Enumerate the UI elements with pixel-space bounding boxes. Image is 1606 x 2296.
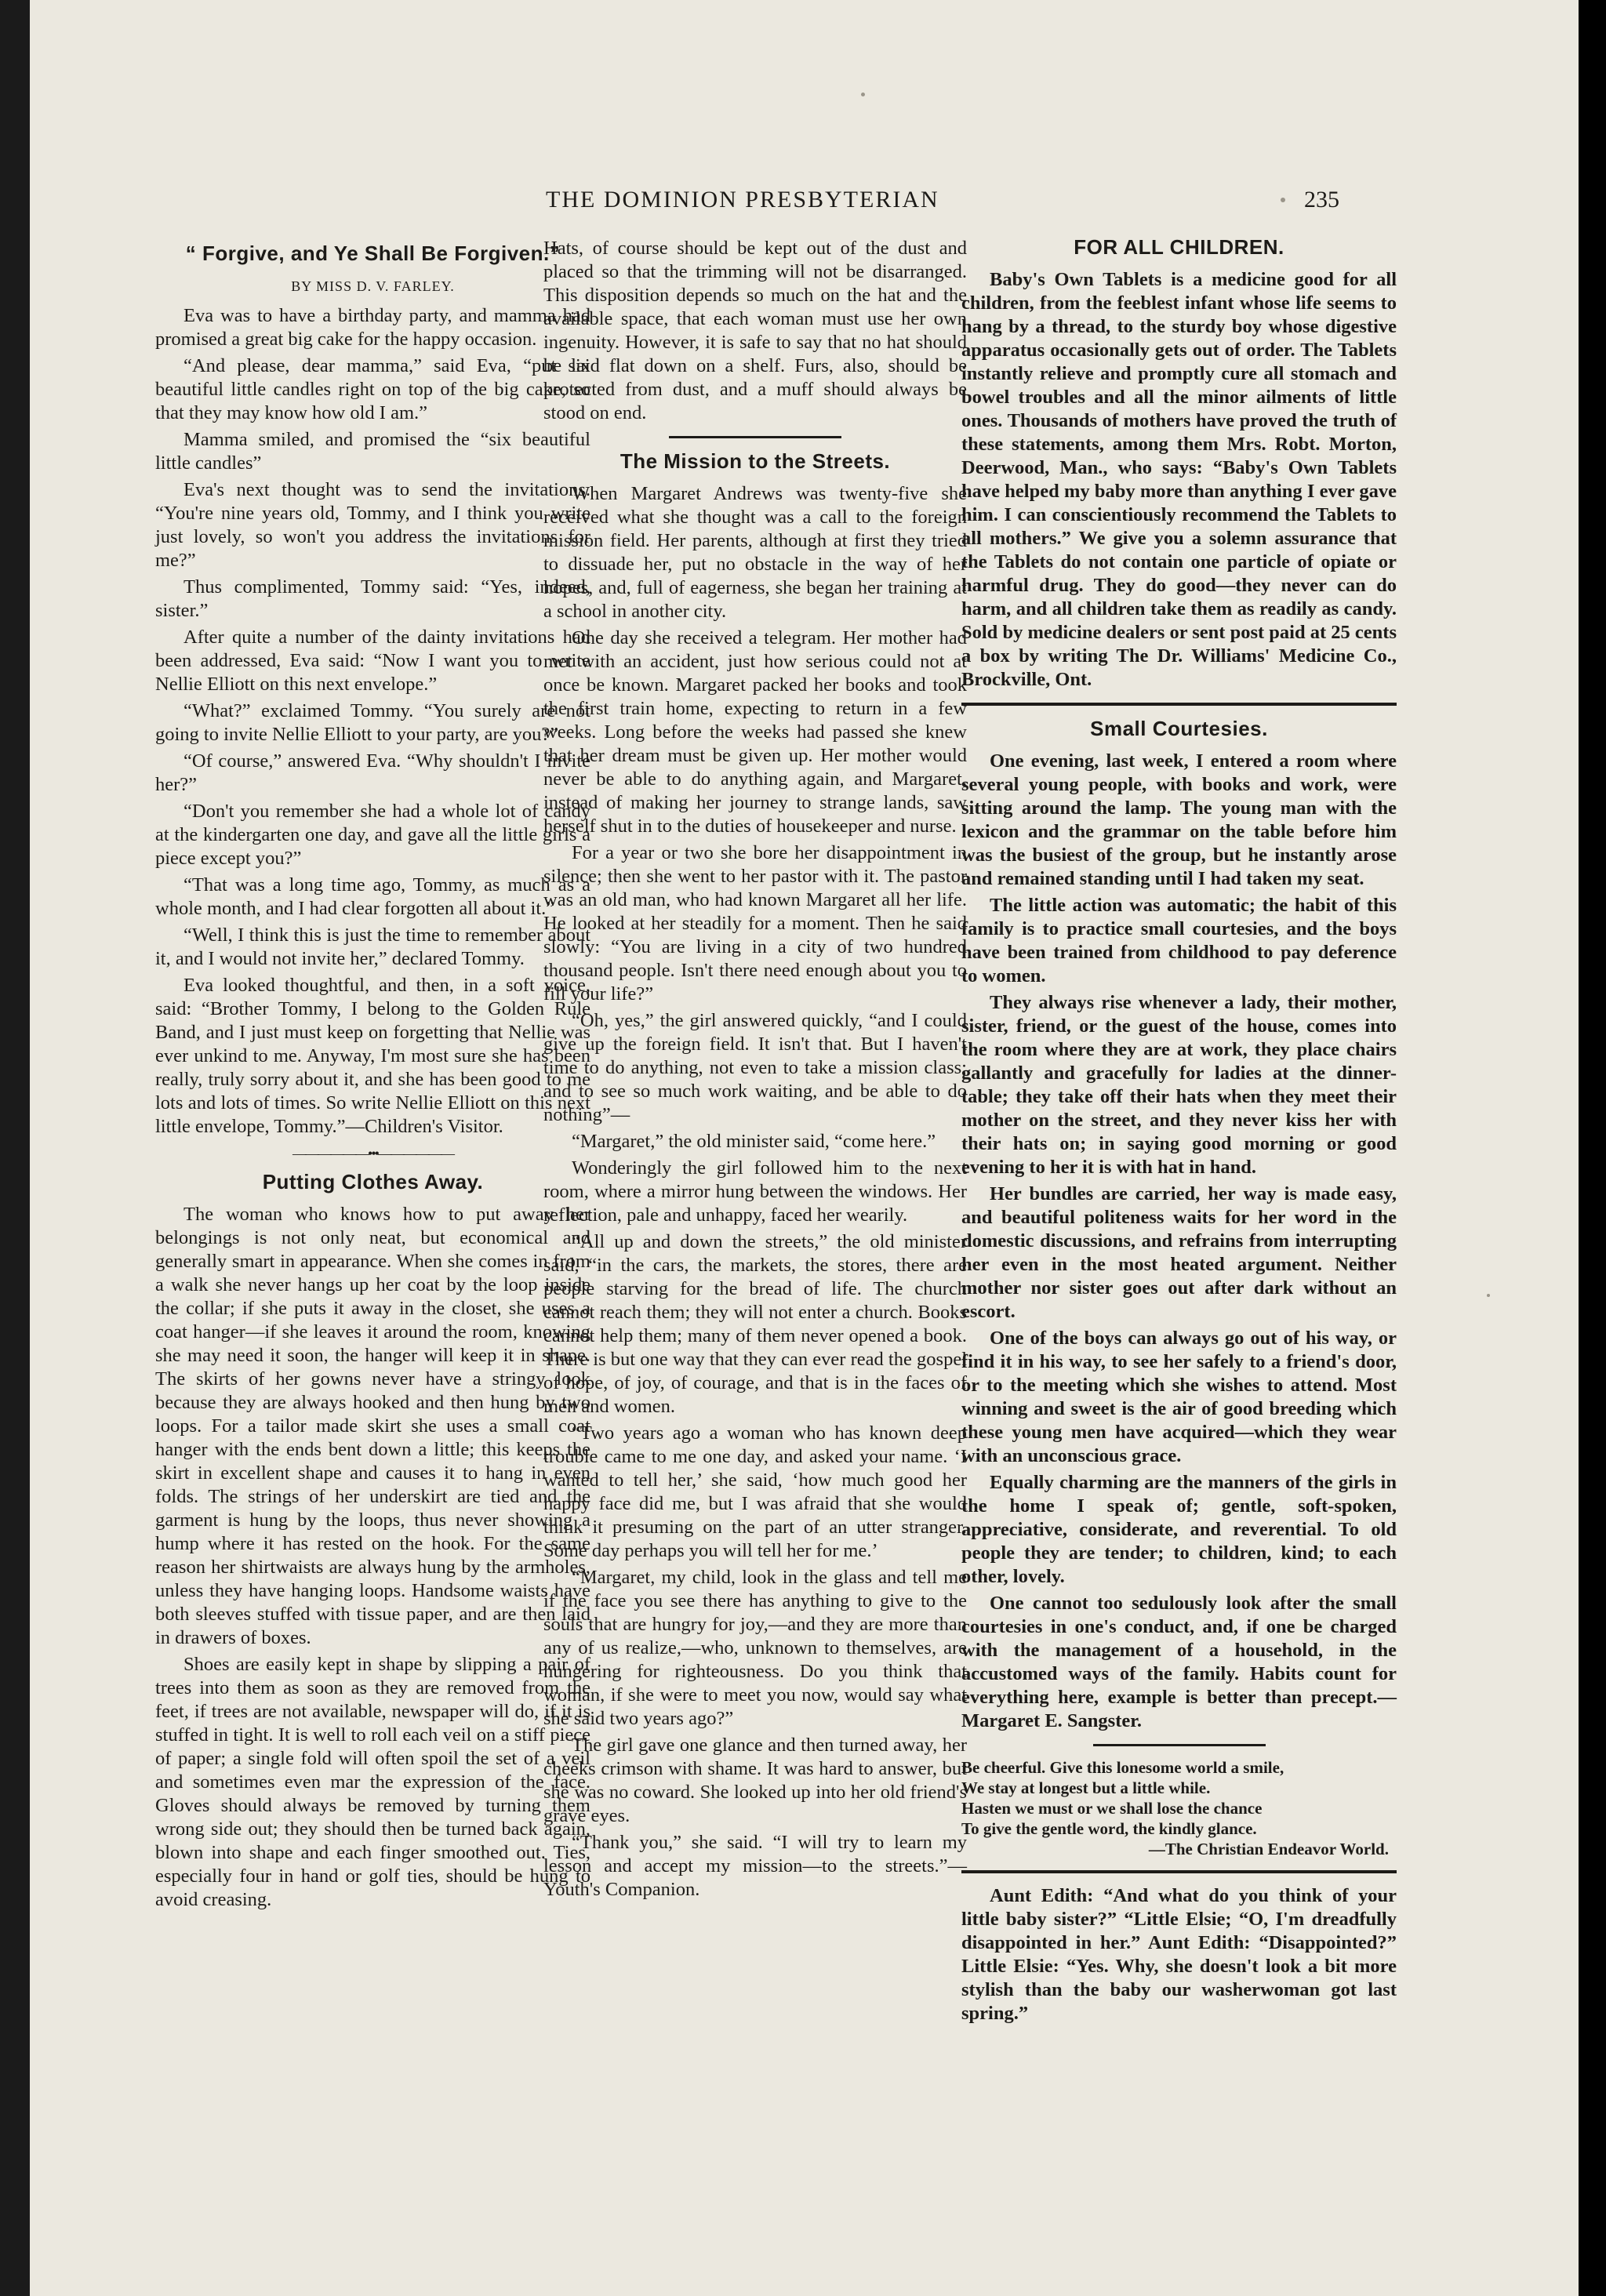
paragraph: “What?” exclaimed Tommy. “You surely are not going to invite Nellie Elliott to your party, are you?” bbox=[155, 700, 590, 745]
paragraph: Hats, of course should be kept out of the dust and placed so that the trimming will not be disarranged. This disposition depends so much on the hat and the available space, that each woman must use her own ingenuity. However, it is safe to say that no hat should be laid flat down on a shelf. Furs, also, should be protected from dust, and a muff should always be stood on end. bbox=[543, 238, 967, 423]
scan-edge bbox=[0, 0, 30, 2296]
paragraph: When Margaret Andrews was twenty-five she received what she thought was a call to the foreign mission field. Her parents, although at first they tried to dissuade her, put no obstacle in the way of her hopes, and, full of eagerness, she began her training at a school in another city. bbox=[543, 483, 967, 622]
paragraph: Equally charming are the manners of the girls in the home I speak of; gentle, soft-spoken, appreciative, considerate, and reverential. To old people they are tender; to children, kind; to each other, lovely. bbox=[961, 1472, 1397, 1587]
paragraph: “And please, dear mamma,” said Eva, “put six beautiful little candles right on top of the big cake, so that they may know how old I am.” bbox=[155, 355, 590, 423]
paragraph: “Thank you,” she said. “I will try to learn my lesson and accept my mission—to the streets.”—Youth's Companion. bbox=[543, 1832, 967, 1900]
paragraph: “All up and down the streets,” the old minister said, “in the cars, the markets, the stores, there are people starving for the bread of life. The church cannot reach them; they will not enter a church. Books cannot help them; many of them never opened a book. There is but one way that they can ever read the gospel of hope, of joy, of courage, and that is in the faces of men and women. bbox=[543, 1231, 967, 1417]
page-number: 235 bbox=[1304, 187, 1339, 213]
paragraph: Wonderingly the girl followed him to the next room, where a mirror hung between the windows. Her reflection, pale and unhappy, faced her wearily. bbox=[543, 1157, 967, 1226]
paragraph: “Margaret,” the old minister said, “come here.” bbox=[572, 1131, 936, 1152]
paragraph: “Two years ago a woman who has known deep trouble came to me one day, and asked your name. ‘I wanted to tell her,’ she said, ‘how much good her happy face did me, but I was afraid that she would think it presuming on the part of an utter stranger. Some day perhaps you will tell her for me.’ bbox=[543, 1422, 967, 1561]
poem-credit: —The Christian Endeavor World. bbox=[1148, 1840, 1389, 1858]
paragraph: One of the boys can always go out of his way, or find it in his way, to see her safely to a friend's door, or to the meeting which she wishes to attend. Most winning and sweet is the air of good breeding which these young men have acquired—which they wear with an unconscious grace. bbox=[961, 1328, 1397, 1466]
poem bbox=[961, 1757, 1397, 1859]
poem-line: Be cheerful. Give this lonesome world a smile, bbox=[961, 1758, 1284, 1777]
article-title-clothes: Putting Clothes Away. bbox=[262, 1170, 484, 1193]
scan-speck bbox=[1487, 1294, 1490, 1297]
paragraph: “Oh, yes,” the girl answered quickly, “and I could give up the foreign field. It isn't that. But I haven't time to do anything, not even to take a mission class; and to see so much work waiting, and be able to do nothing”— bbox=[543, 1010, 967, 1125]
page-header bbox=[30, 187, 1579, 226]
paragraph: “Of course,” answered Eva. “Why shouldn't I invite her?” bbox=[155, 750, 590, 795]
section-rule bbox=[669, 436, 841, 438]
advertisement-text: Baby's Own Tablets is a medicine good for all children, from the feeblest infant whose life seems to hang by a thread, to the sturdy boy whose digestive apparatus occasionally gets out of order. The Tablets instantly relieve and promptly cure all stomach and bowel troubles and all the minor ailments of little ones. Thousands of mothers have proved the truth of these statements, among them Mrs. Robt. Morton, Deerwood, Man., who says: “Baby's Own Tablets have helped my baby more than anything I ever gave him. I can conscientiously recommend the Tablets to all mothers.” We give you a solemn assurance that the Tablets do not contain one particle of opiate or harmful drug. They do good—they never can do harm, and all children take them as readily as candy. Sold by medicine dealers or sent post paid at 25 cents a box by writing The Dr. Williams' Medicine Co., Brockville, Ont. bbox=[961, 269, 1397, 690]
paragraph: Eva was to have a birthday party, and mamma had promised a great big cake for the happy occasion. bbox=[155, 305, 590, 350]
paragraph: The girl gave one glance and then turned away, her cheeks crimson with shame. It was hard to answer, but she was no coward. She looked up into her old friend's grave eyes. bbox=[543, 1735, 967, 1826]
paragraph: Eva looked thoughtful, and then, in a soft voice, said: “Brother Tommy, I belong to the Golden Rule Band, and I just must keep on forgetting that Nellie was ever unkind to me. Anyway, I'm most sure she has been really, truly sorry about it, and she has been good to me lots and lots of times. So write Nellie Elliott on this next little envelope, Tommy.”—Children's Visitor. bbox=[155, 975, 590, 1137]
poem-line: Hasten we must or we shall lose the chance bbox=[961, 1799, 1263, 1818]
paragraph: “Well, I think this is just the time to remember about it, and I would not invite her,” declared Tommy. bbox=[155, 925, 590, 969]
article-title-courtesies: Small Courtesies. bbox=[1090, 717, 1268, 740]
paragraph: Shoes are easily kept in shape by slipping a pair of trees into them as soon as they are removed from the feet, if trees are not available, newspaper will do, if it is stuffed in tight. It is well to roll each veil on a stiff piece of paper; a single fold will often spoil the set of a veil and sometimes even mar the expression of the face. Gloves should always be removed by turning them wrong side out; they should then be turned back again, blown into shape and each finger smoothed out. Ties, especially four in hand or golf ties, should be hung to avoid creasing. bbox=[155, 1654, 590, 1910]
paragraph: For a year or two she bore her disappointment in silence; then she went to her pastor with it. The pastor was an old man, who had known Margaret all her life. He looked at her steadily for a moment. Then he said slowly: “You are living in a city of two hundred thousand people. Isn't there need enough about you to fill your life?” bbox=[543, 842, 967, 1004]
paragraph: Mamma smiled, and promised the “six beautiful little candles” bbox=[155, 429, 590, 474]
section-rule bbox=[1093, 1744, 1266, 1746]
section-ornament: ——————•••—————— bbox=[292, 1146, 453, 1161]
paragraph: “That was a long time ago, Tommy, as much as a whole month, and I had clear forgotten all about it.” bbox=[155, 874, 590, 919]
scan-speck bbox=[861, 93, 865, 96]
publication-title: THE DOMINION PRESBYTERIAN bbox=[546, 187, 939, 213]
poem-line: We stay at longest but a little while. bbox=[961, 1778, 1211, 1797]
column-1 bbox=[155, 229, 590, 1915]
paragraph: They always rise whenever a lady, their mother, sister, friend, or the guest of the house, comes into the room where they are at work, they place chairs gallantly and gracefully for ladies at the dinner-table; they take off their hats when they meet their mother on the street, and they never kiss her with their hats on; in saying good morning or good evening to her it is with hat in hand. bbox=[961, 992, 1397, 1178]
paragraph: The woman who knows how to put away her belongings is not only neat, but economical and generally smart in appearance. When she comes in from a walk she never hangs up her coat by the loop inside the collar; if she puts it away in the closet, she uses a coat hanger—if she leaves it around the room, knowing she may need it soon, the hanger will keep it in shape. The skirts of her gowns never have a stringy look because they are always hooked and then hung by two loops. For a tailor made skirt she uses a small coat hanger with the ends bent down a little; this keeps the skirt in excellent shape and causes it to hang in even folds. The strings of her underskirt are tied and the garment is hung by the loops, thus never showing a hump where it has rested on the hook. For the same reason her shirtwaists are always hung by the armholes, unless they have hanging loops. Handsome waists have both sleeves stuffed with tissue paper, and are then laid in drawers of boxes. bbox=[155, 1204, 590, 1648]
paragraph: Her bundles are carried, her way is made easy, and beautiful politeness waits for her word in the domestic discussions, and refrains from interrupting her even in the most heated argument. Neither mother nor sister goes out after dark without an escort. bbox=[961, 1183, 1397, 1322]
paragraph: One evening, last week, I entered a room where several young people, with books and work, were sitting around the lamp. The young man with the lexicon and the grammar on the table before him was the busiest of the group, but he instantly arose and remained standing until I had taken my seat. bbox=[961, 750, 1397, 889]
paragraph: One cannot too sedulously look after the small courtesies in one's conduct, and, if one be charged with the management of a household, in the accustomed ways of the family. Habits count for everything here, example is better than precept.—Margaret E. Sangster. bbox=[961, 1593, 1397, 1731]
article-title-children: FOR ALL CHILDREN. bbox=[1074, 235, 1284, 259]
column-3 bbox=[961, 229, 1397, 2029]
paragraph: The little action was automatic; the habit of this family is to practice small courtesies, and the boys have been trained from childhood to pay deference to women. bbox=[961, 895, 1397, 986]
article-title-forgive: “ Forgive, and Ye Shall Be Forgiven.” bbox=[185, 242, 561, 265]
section-rule bbox=[961, 1870, 1397, 1873]
paragraph: “Don't you remember she had a whole lot of candy at the kindergarten one day, and gave all the little girls a piece except you?” bbox=[155, 801, 590, 869]
section-rule bbox=[961, 703, 1397, 706]
article-byline: BY MISS D. V. FARLEY. bbox=[291, 278, 455, 294]
article-title-mission: The Mission to the Streets. bbox=[620, 449, 891, 473]
paragraph: Eva's next thought was to send the invitations. “You're nine years old, Tommy, and I think you write just lovely, so won't you address the invitations for me?” bbox=[155, 479, 590, 571]
poem-line: To give the gentle word, the kindly glance. bbox=[961, 1819, 1257, 1838]
paragraph: Thus complimented, Tommy said: “Yes, indeed, sister.” bbox=[155, 576, 590, 621]
paragraph: After quite a number of the dainty invitations had been addressed, Eva said: “Now I want you to write Nellie Elliott on this next envelope.” bbox=[155, 627, 590, 695]
column-2 bbox=[543, 229, 967, 1905]
anecdote-text: Aunt Edith: “And what do you think of your little baby sister?” “Little Elsie; “O, I'm dreadfully disappointed in her.” Aunt Edith: “Disappointed?” Little Elsie: “Yes. Why, she doesn't look a bit more stylish than the baby our washerwoman got last spring.” bbox=[961, 1885, 1397, 2024]
paragraph: “Margaret, my child, look in the glass and tell me if the face you see there has anything to give to the souls that are hungry for joy,—and they are more than any of us realize,—who, unknown to themselves, are hungering for righteousness. Do you think that woman, if she were to meet you now, would say what she said two years ago?” bbox=[543, 1567, 967, 1729]
scan-speck bbox=[1281, 198, 1285, 202]
paragraph: One day she received a telegram. Her mother had met with an accident, just how serious could not at once be known. Margaret packed her books and took the first train home, expecting to return in a few weeks. Long before the weeks had passed she knew that her dream must be given up. Her mother would never be able to do anything again, and Margaret, instead of making her journey to strange lands, saw herself shut in to the duties of housekeeper and nurse. bbox=[543, 627, 967, 837]
newspaper-page bbox=[30, 0, 1579, 2296]
